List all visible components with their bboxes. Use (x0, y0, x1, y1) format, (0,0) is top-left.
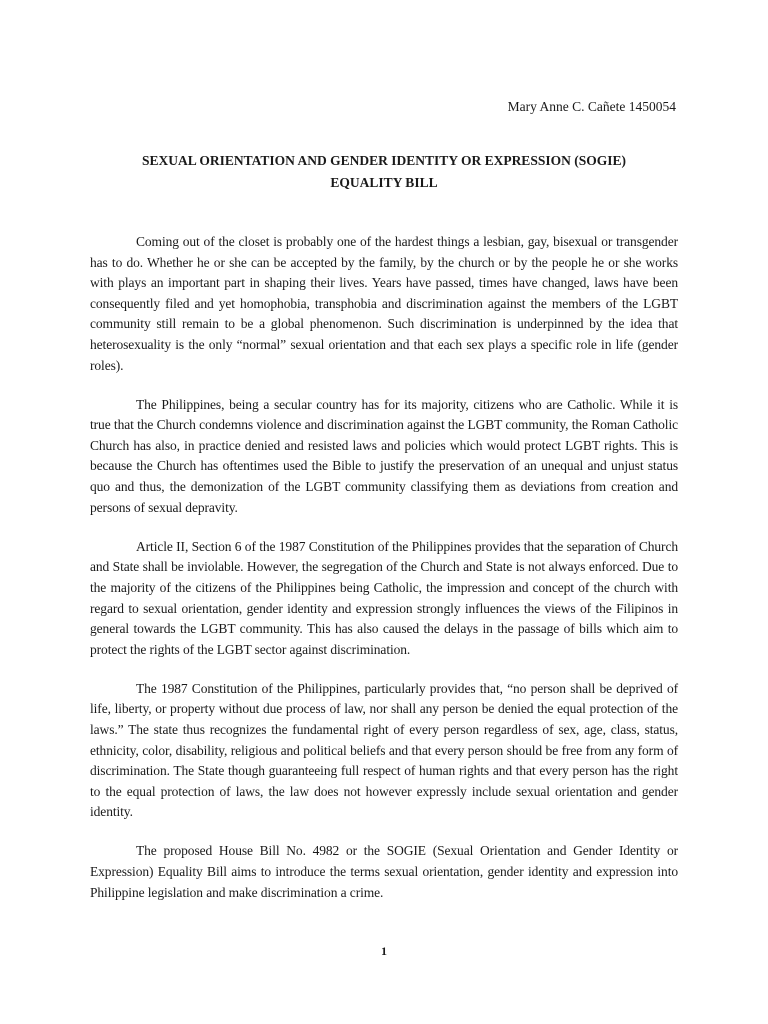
paragraph-3: Article II, Section 6 of the 1987 Constitution of the Philippines provides that the separation of Church and State shall be inviolable. However, the segregation of the Church and State is not always enforced. Due to the majority of the citizens of the Philippines being Catholic, the impression and concept of the church with regard to sexual orientation, gender identity and expression strongly influences the views of the Filipinos in general towards the LGBT community. This has also caused the delays in the passage of bills which aim to protect the rights of the LGBT sector against discrimination. (90, 538, 678, 657)
paragraph-1: Coming out of the closet is probably one of the hardest things a lesbian, gay, bisexual or transgender has to do. Whether he or she can be accepted by the family, by the church or by the people he or she works with plays an important part in shaping their lives. Years have passed, times have changed, laws have been consequently filed and yet homophobia, transphobia and discrimination against the members of the LGBT community still remain to be a global phenomenon. Such discrimination is underpinned by the idea that heterosexuality is the only “normal” sexual orientation and that each sex plays a specific role in life (gender roles). (90, 234, 678, 373)
author-line: Mary Anne C. Cañete 1450054 (507, 99, 676, 114)
document-body (90, 232, 678, 922)
page-number: 1 (381, 944, 387, 958)
title-line-1: SEXUAL ORIENTATION AND GENDER IDENTITY OR EXPRESSION (SOGIE) (142, 153, 626, 168)
document-title (90, 150, 678, 194)
title-line-2: EQUALITY BILL (330, 175, 438, 190)
paragraph-5: The proposed House Bill No. 4982 or the SOGIE (Sexual Orientation and Gender Identity or Expression) Equality Bill aims to introduce the terms sexual orientation, gender identity and expression into Philippine legislation and make discrimination a crime. (90, 843, 678, 900)
paragraph-2: The Philippines, being a secular country has for its majority, citizens who are Catholic. While it is true that the Church condemns violence and discrimination against the LGBT community, the Roman Catholic Church has also, in practice denied and resisted laws and policies which would protect LGBT rights. This is because the Church has oftentimes used the Bible to justify the preservation of an unequal and unjust status quo and thus, the demonization of the LGBT community classifying them as deviations from creation and persons of sexual depravity. (90, 396, 678, 515)
paragraph-4: The 1987 Constitution of the Philippines, particularly provides that, “no person shall be deprived of life, liberty, or property without due process of law, nor shall any person be denied the equal protection of the laws.” The state thus recognizes the fundamental right of every person regardless of sex, age, class, status, ethnicity, color, disability, religious and political beliefs and that every person should be free from any form of discrimination. The State though guaranteeing full respect of human rights and that every person has the right to the equal protection of laws, the law does not however expressly include sexual orientation and gender identity. (90, 680, 678, 820)
